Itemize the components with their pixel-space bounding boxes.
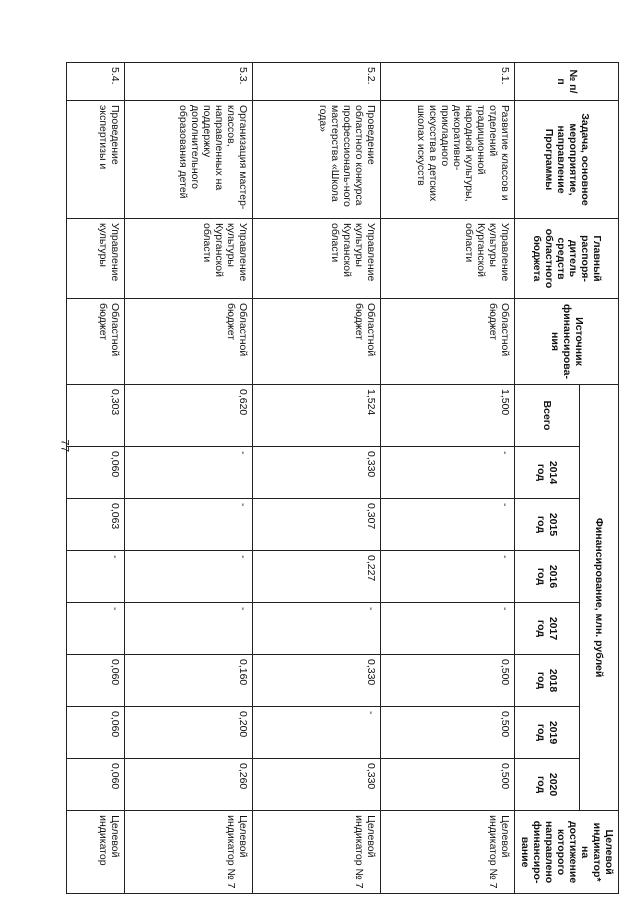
funding-table-sheet xyxy=(96,62,619,893)
header-indicator: Целевой индикатор* на достижение которого направлено финансиро-вание xyxy=(515,811,619,894)
row-num: 5.3. xyxy=(125,63,253,101)
row-2020: 0,330 xyxy=(253,759,381,811)
row-num: 5.2. xyxy=(253,63,381,101)
header-num: № п/п xyxy=(515,63,619,101)
row-indicator: Целевой индикатор № 7 xyxy=(381,811,515,894)
row-total: 1,524 xyxy=(253,385,381,447)
row-2014: - xyxy=(125,447,253,499)
row-total: 0,620 xyxy=(125,385,253,447)
row-2018: 0,060 xyxy=(66,655,124,707)
row-2015: 0,063 xyxy=(66,499,124,551)
row-2019: 0,500 xyxy=(381,707,515,759)
row-source: Областной бюджет xyxy=(381,299,515,385)
row-2015: - xyxy=(381,499,515,551)
row-2015: 0,307 xyxy=(253,499,381,551)
row-2014: 0,330 xyxy=(253,447,381,499)
row-2017: - xyxy=(381,603,515,655)
row-2014: - xyxy=(381,447,515,499)
table-row xyxy=(253,63,381,894)
header-year-2015: 2015 год xyxy=(515,499,579,551)
row-2017: - xyxy=(125,603,253,655)
row-total: 1,500 xyxy=(381,385,515,447)
header-row-top xyxy=(579,63,618,894)
row-task: Проведение областного конкурса профессиональ-ного мастерства «Школа года» xyxy=(253,101,381,219)
row-2018: 0,160 xyxy=(125,655,253,707)
row-source: Областной бюджет xyxy=(125,299,253,385)
row-2016: 0,227 xyxy=(253,551,381,603)
row-2017: - xyxy=(66,603,124,655)
header-administrator: Главный распоря-дитель средств областного бюджета xyxy=(515,219,619,299)
row-indicator: Целевой индикатор № 7 xyxy=(125,811,253,894)
row-administrator: Управление культуры Курганской области xyxy=(381,219,515,299)
funding-table xyxy=(66,62,619,894)
row-administrator: Управление культуры xyxy=(66,219,124,299)
row-2020: 0,260 xyxy=(125,759,253,811)
row-2019: - xyxy=(253,707,381,759)
row-2019: 0,060 xyxy=(66,707,124,759)
row-num: 5.1. xyxy=(381,63,515,101)
table-row xyxy=(125,63,253,894)
header-financing-group: Финансирование, млн. рублей xyxy=(579,385,618,811)
header-year-2014: 2014 год xyxy=(515,447,579,499)
row-total: 0,303 xyxy=(66,385,124,447)
row-indicator: Целевой индикатор xyxy=(66,811,124,894)
row-indicator: Целевой индикатор № 7 xyxy=(253,811,381,894)
row-num: 5.4. xyxy=(66,63,124,101)
row-administrator: Управление культуры Курганской области xyxy=(253,219,381,299)
row-2018: 0,330 xyxy=(253,655,381,707)
header-task: Задача, основное мероприятие, направление Программы xyxy=(515,101,619,219)
row-task: Развитие классов и отделений традиционной народной культуры, декоративно-прикладного искусства в детских школах искусств xyxy=(381,101,515,219)
row-2016: - xyxy=(66,551,124,603)
row-2020: 0,060 xyxy=(66,759,124,811)
row-2016: - xyxy=(125,551,253,603)
header-year-2019: 2019 год xyxy=(515,707,579,759)
row-2019: 0,200 xyxy=(125,707,253,759)
row-2014: 0,060 xyxy=(66,447,124,499)
table-row xyxy=(381,63,515,894)
row-2017: - xyxy=(253,603,381,655)
header-year-2018: 2018 год xyxy=(515,655,579,707)
row-2020: 0,500 xyxy=(381,759,515,811)
row-source: Областной бюджет xyxy=(253,299,381,385)
row-administrator: Управление культуры Курганской области xyxy=(125,219,253,299)
header-year-2016: 2016 год xyxy=(515,551,579,603)
header-year-2017: 2017 год xyxy=(515,603,579,655)
row-2016: - xyxy=(381,551,515,603)
row-task: Организация мастер-классов, направленных на поддержку дополнительного образования детей xyxy=(125,101,253,219)
table-row xyxy=(66,63,124,894)
header-total: Всего xyxy=(515,385,579,447)
page-number: 77 xyxy=(58,439,71,453)
row-source: Областной бюджет xyxy=(66,299,124,385)
row-2018: 0,500 xyxy=(381,655,515,707)
header-source: Источник финансирова-ния xyxy=(515,299,619,385)
row-2015: - xyxy=(125,499,253,551)
row-task: Проведение экспертизы и xyxy=(66,101,124,219)
header-year-2020: 2020 год xyxy=(515,759,579,811)
